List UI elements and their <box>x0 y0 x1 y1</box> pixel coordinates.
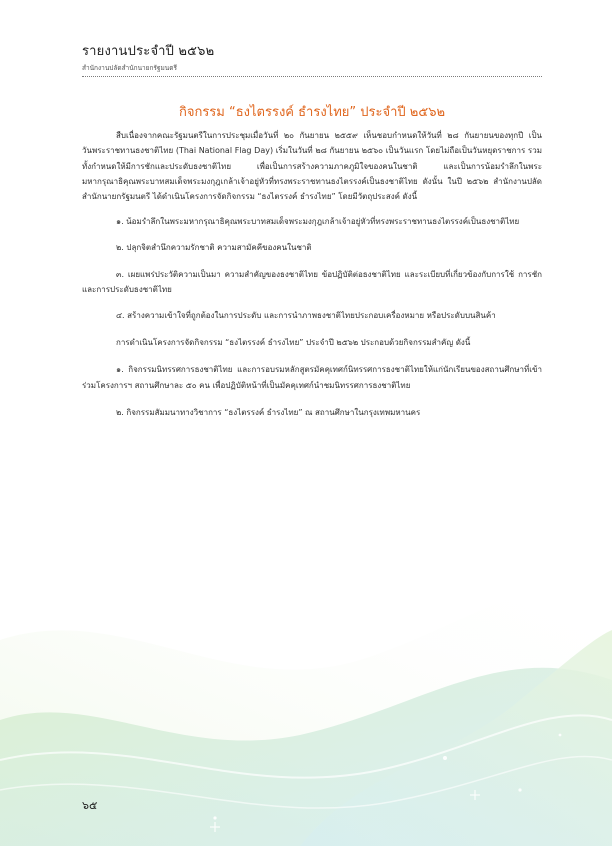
objective-item: ๔. สร้างความเข้าใจที่ถูกต้องในการประดับ และการนำภาพธงชาติไทยประกอบเครื่องหมาย หรือประดับบนสินค้า <box>116 310 496 320</box>
organization-name: สำนักงานปลัดสำนักนายกรัฐมนตรี <box>82 64 177 72</box>
header-divider <box>82 76 542 77</box>
activity-item: ๒. กิจกรรมสัมมนาทางวิชาการ “ธงไตรรงค์ ธำรงไทย” ณ สถานศึกษาในกรุงเทพมหานคร <box>116 407 421 417</box>
page-number: ๖๕ <box>82 799 98 812</box>
activity-item: ๑. กิจกรรมนิทรรศการธงชาติไทย และการอบรมหลักสูตรมัคคุเทศก์นิทรรศการธงชาติไทยให้แก่นักเรียนของสถานศึกษาที่เข้าร่วมโครงการฯ สถานศึกษาละ ๕๐ คน เพื่อปฏิบัติหน้าที่เป็นมัคคุเทศก์นำชมนิทรรศการธงชาติไทย <box>82 365 542 390</box>
activities-intro-paragraph: การดำเนินโครงการจัดกิจกรรม “ธงไตรรงค์ ธำรงไทย” ประจำปี ๒๕๖๒ ประกอบด้วยกิจกรรมสำคัญ ดังนี้ <box>116 337 471 347</box>
objective-item: ๒. ปลุกจิตสำนึกความรักชาติ ความสามัคคีของคนในชาติ <box>116 242 312 252</box>
objective-item: ๑. น้อมรำลึกในพระมหากรุณาธิคุณพระบาทสมเด็จพระมงกุฎเกล้าเจ้าอยู่หัวที่ทรงพระราชทานธงไตรรงค์เป็นธงชาติไทย <box>116 217 520 227</box>
page-header <box>82 40 542 73</box>
intro-paragraph: สืบเนื่องจากคณะรัฐมนตรีในการประชุมเมื่อวันที่ ๒๐ กันยายน ๒๕๕๙ เห็นชอบกำหนดให้วันที่ ๒๘ กันยายนของทุกปี เป็นวันพระราชทานธงชาติไทย (Thai National Flag Day) เริ่มในวันที่ ๒๘ กันยายน ๒๕๖๐ เป็นวันแรก โดยไม่ถือเป็นวันหยุดราชการ รวมทั้งกำหนดให้มีการชักและประดับธงชาติไทย เพื่อเป็นการสร้างความภาคภูมิใจของคนในชาติ และเป็นการน้อมรำลึกในพระมหากรุณาธิคุณพระบาทสมเด็จพระมงกุฎเกล้าเจ้าอยู่หัวที่ทรงพระราชทานธงไตรรงค์เป็นธงชาติไทย ดังนั้น ในปี ๒๕๖๒ สำนักงานปลัดสำนักนายกรัฐมนตรี ได้ดำเนินโครงการจัดกิจกรรม “ธงไตรรงค์ ธำรงไทย” โดยมีวัตถุประสงค์ ดังนี้ <box>82 131 542 202</box>
page-title: กิจกรรม “ธงไตรรงค์ ธำรงไทย” ประจำปี ๒๕๖๒ <box>178 105 446 120</box>
body-content <box>82 128 542 430</box>
objective-item: ๓. เผยแพร่ประวัติความเป็นมา ความสำคัญของธงชาติไทย ข้อปฏิบัติต่อธงชาติไทย และระเบียบที่เกี่ยวข้องกับการใช้ การชัก และการประดับธงชาติไทย <box>82 270 542 295</box>
report-title: รายงานประจำปี ๒๕๖๒ <box>82 44 215 59</box>
